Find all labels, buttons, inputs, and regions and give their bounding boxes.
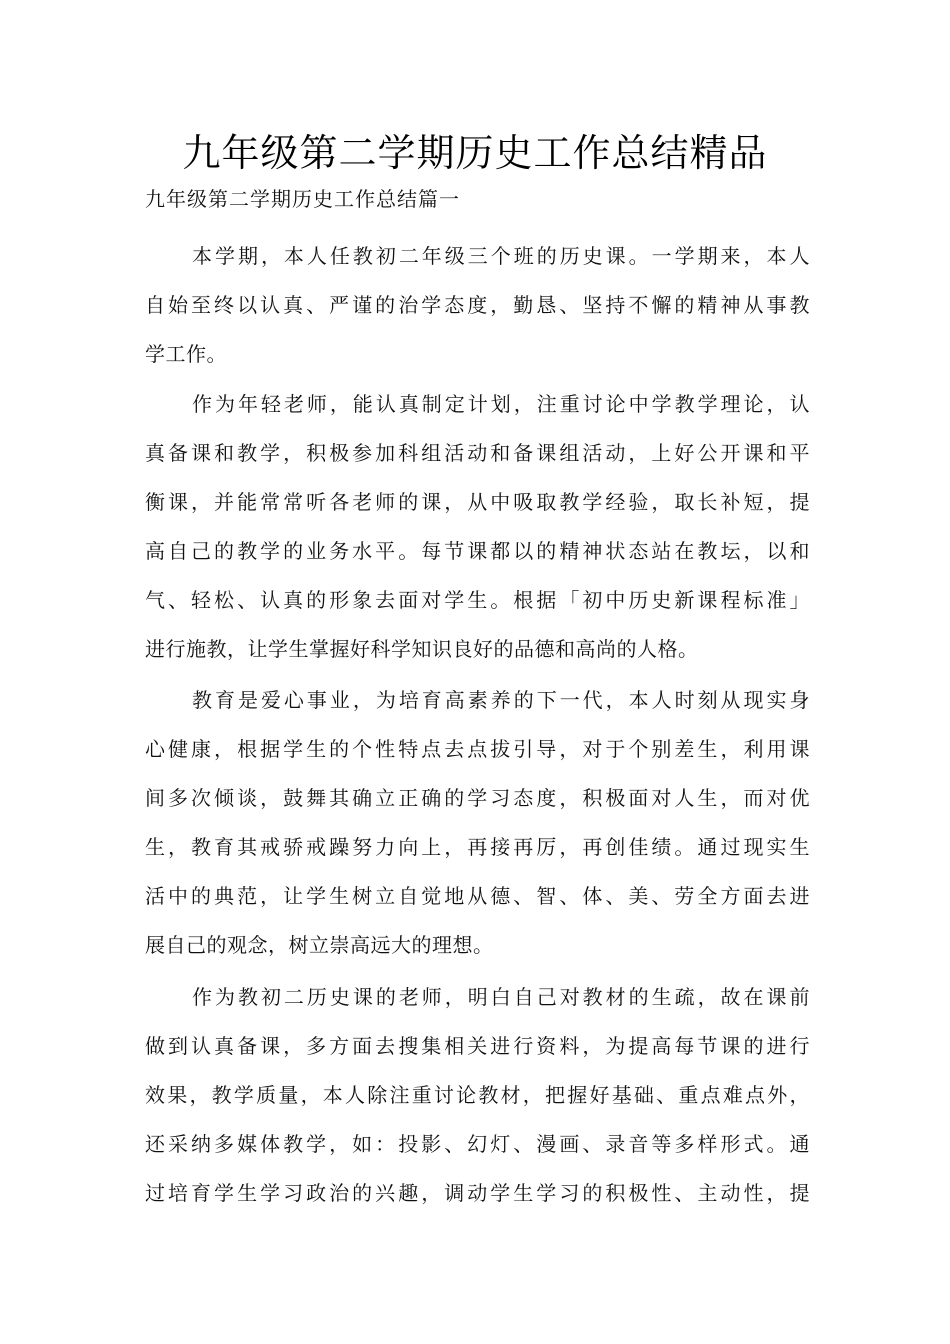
- paragraph-4: [145, 973, 810, 1218]
- paragraph-3: [145, 676, 810, 970]
- paragraph-line: 教育是爱心事业，为培育高素养的下一代，本人时刻从现实身: [192, 688, 810, 712]
- paragraph-line: 高自己的教学的业务水平。每节课都以的精神状态站在教坛，以和: [145, 539, 810, 563]
- document-subtitle: 九年级第二学期历史工作总结篇一: [145, 187, 460, 211]
- paragraph-line: 作为教初二历史课的老师，明白自己对教材的生疏，故在课前: [192, 985, 810, 1009]
- paragraph-2: [145, 380, 810, 674]
- paragraph-line: 过培育学生学习政治的兴趣，调动学生学习的积极性、主动性，提: [145, 1181, 810, 1205]
- paragraph-line: 衡课，并能常常听各老师的课，从中吸取教学经验，取长补短，提: [145, 490, 810, 514]
- document-title: 九年级第二学期历史工作总结精品: [182, 131, 768, 175]
- paragraph-line: 气、轻松、认真的形象去面对学生。根据「初中历史新课程标准」: [145, 588, 810, 612]
- paragraph-line: 效果，教学质量，本人除注重讨论教材，把握好基础、重点难点外，: [145, 1083, 810, 1107]
- paragraph-line: 还采纳多媒体教学，如：投影、幻灯、漫画、录音等多样形式。通: [145, 1132, 810, 1156]
- paragraph-line: 生，教育其戒骄戒躁努力向上，再接再厉，再创佳绩。通过现实生: [145, 835, 810, 859]
- paragraph-line: 做到认真备课，多方面去搜集相关进行资料，为提高每节课的进行: [145, 1034, 810, 1058]
- paragraph-line: 本学期，本人任教初二年级三个班的历史课。一学期来，本人: [192, 244, 810, 268]
- paragraph-line: 自始至终以认真、严谨的治学态度，勤恳、坚持不懈的精神从事教: [145, 293, 810, 317]
- paragraph-line: 学工作。: [145, 342, 227, 366]
- paragraph-line: 真备课和教学，积极参加科组活动和备课组活动，上好公开课和平: [145, 441, 810, 465]
- paragraph-line: 心健康，根据学生的个性特点去点拔引导，对于个别差生，利用课: [145, 737, 810, 761]
- paragraph-1: [145, 232, 810, 379]
- paragraph-line: 作为年轻老师，能认真制定计划，注重讨论中学教学理论，认: [192, 392, 810, 416]
- paragraph-line: 间多次倾谈，鼓舞其确立正确的学习态度，积极面对人生，而对优: [145, 786, 810, 810]
- paragraph-line: 活中的典范，让学生树立自觉地从德、智、体、美、劳全方面去进: [145, 884, 810, 908]
- paragraph-line: 进行施教，让学生掌握好科学知识良好的品德和高尚的人格。: [145, 637, 699, 661]
- paragraph-line: 展自己的观念，树立崇高远大的理想。: [145, 933, 494, 957]
